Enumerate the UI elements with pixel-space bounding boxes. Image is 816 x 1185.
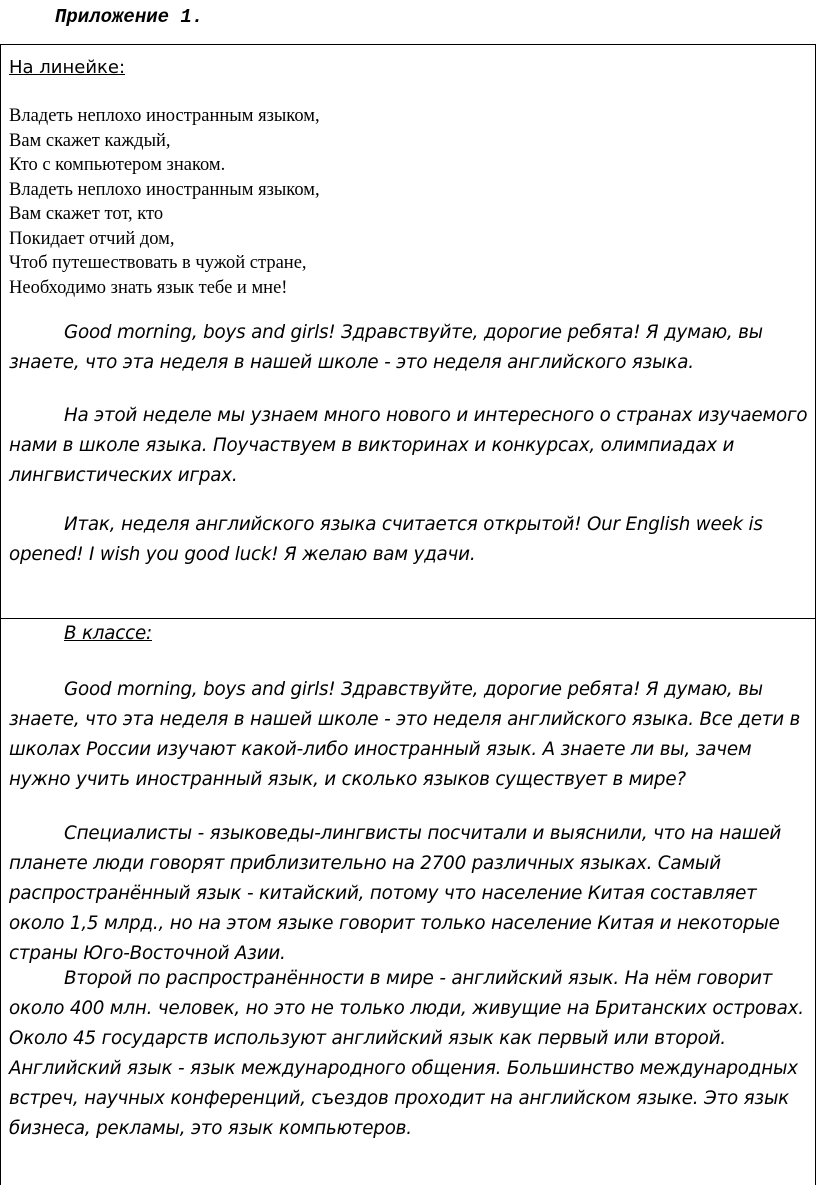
- paragraph: На этой неделе мы узнаем много нового и интересного о странах изучаемого нами в школе языка. Поучаствуем в викторинах и конкурсах, олимпиадах и лингвистических играх.: [9, 405, 808, 486]
- poem-line: Владеть неплохо иностранным языком,: [9, 106, 320, 126]
- poem-line: Покидает отчий дом,: [9, 228, 175, 249]
- poem-line: Владеть неплохо иностранным языком,: [9, 179, 320, 200]
- poem: [9, 104, 320, 300]
- poem-line: Чтоб путешествовать в чужой стране,: [9, 253, 307, 273]
- section-classroom: [1, 619, 815, 1185]
- section-heading-assembly: На линейке:: [9, 57, 126, 78]
- paragraph: Good morning, boys and girls! Здравствуйте, дорогие ребята! Я думаю, вы знаете, что эта неделя в нашей школе - это неделя английского языка.: [9, 322, 763, 373]
- paragraph: Good morning, boys and girls! Здравствуйте, дорогие ребята! Я думаю, вы знаете, что эта неделя в нашей школе - это неделя английского языка. Все дети в школах России изучают какой-либо иностранный язык. А знаете ли вы, зачем нужно учить иностранный язык, и сколько языков существует в мире?: [9, 679, 801, 790]
- section-heading-classroom: В классе:: [64, 623, 152, 644]
- poem-line: Вам скажет тот, кто: [9, 204, 164, 224]
- section-assembly: [1, 45, 815, 619]
- poem-line: Необходимо знать язык тебе и мне!: [9, 277, 288, 298]
- poem-line: Кто с компьютером знаком.: [9, 155, 226, 175]
- paragraph: Итак, неделя английского языка считается открытой! Our English week is opened! I wish you good luck! Я желаю вам удачи.: [9, 514, 763, 565]
- paragraph: Второй по распространённости в мире - английский язык. На нём говорит около 400 млн. человек, но это не только люди, живущие на Британских островах. Около 45 государств используют английский язык как первый или второй. Английский язык - язык международного общения. Большинство международных встреч, научных конференций, съездов проходит на английском языке. Это язык бизнеса, рекламы, это язык компьютеров.: [9, 968, 804, 1139]
- appendix-title: Приложение 1.: [55, 6, 204, 28]
- paragraph: Специалисты - языковеды-лингвисты посчитали и выяснили, что на нашей планете люди говорят приблизительно на 2700 различных языках. Самый распространённый язык - китайский, потому что население Китая составляет около 1,5 млрд., но на этом языке говорит только население Китая и некоторые страны Юго-Восточной Азии.: [9, 823, 782, 964]
- poem-line: Вам скажет каждый,: [9, 130, 171, 151]
- document-table: [0, 44, 816, 1185]
